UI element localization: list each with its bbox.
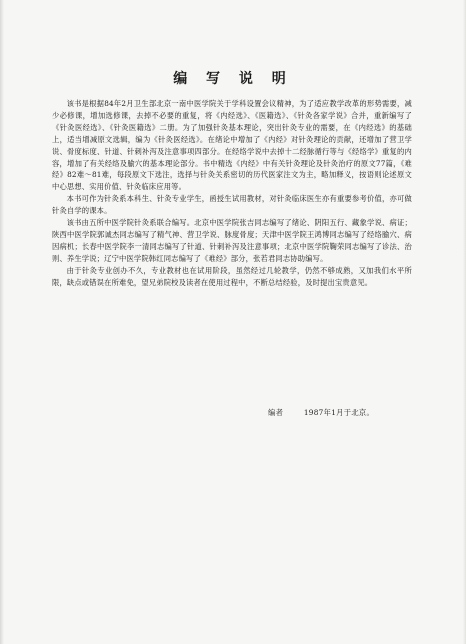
signature-date: 1987年1月于北京。 xyxy=(303,408,375,417)
paragraph-3: 该书由五所中医学院针灸系联合编写。北京中医学院张吉同志编写了绪论、阴阳五行、藏象学说、病证；陕西中医学院郭诚杰同志编写了精气神、营卫学说、脉度骨度；天津中医学院王鸿博同志编写了经络腧穴、病因病机；长春中医学院李一清同志编写了针道、针刺补泻及注意事项；北京中医学院鞠荣同志编写了诊法、治则、养生学说；辽宁中医学院韩红同志编写了《难经》部分，张若君同志协助编写。 xyxy=(52,218,412,263)
paragraph-2: 本书可作为针灸系本科生、针灸专业学生，函授生试用教材，对针灸临床医生亦有重要参考价值，亦可做针灸自学的课本。 xyxy=(52,194,412,216)
preface-body xyxy=(52,98,412,289)
signature-line xyxy=(268,408,428,418)
signature-author: 编者 xyxy=(268,408,284,417)
page-title: 编 写 说 明 xyxy=(173,71,293,87)
paragraph-1: 该书是根据84年2月卫生部北京一南中医学院关于学科设置会议精神，为了适应教学改革的形势需要，减少必修课，增加选修课，去掉不必要的重复，将《内经选》、《医籍选》、《针灸各家学说》合并，重新编写了《针灸医经选》、《针灸医籍选》二册。为了加强针灸基本理论，突出针灸专业的需要，在《内经选》的基础上，适当增减原文选辑，编为《针灸医经选》。在绪论中增加了《内经》对针灸理论的贡献，还增加了营卫学说、骨度标度、针道、针刺补泻及注意事项四部分。在经络学说中去掉十二经脉循行等与《经络学》重复的内容，增加了有关经络及腧穴的基本理论部分。书中精选《内经》中有关针灸理论及针灸治疗的原文77篇，《难经》82难～81难，每段原文下选注，选择与针灸关系密切的历代医家注文为主，略加释义，按语则论述原文中心思想、实用价值、针灸临床应用等。 xyxy=(52,99,412,192)
paragraph-4: 由于针灸专业创办不久，专业教材也在试用阶段，虽然经过几轮教学，仍然不够成熟，又加我们水平所限，缺点或错误在所难免，望兄弟院校及读者在使用过程中，不断总结经验，及时提出宝贵意见。 xyxy=(52,265,412,287)
page-edge-left xyxy=(0,0,4,644)
